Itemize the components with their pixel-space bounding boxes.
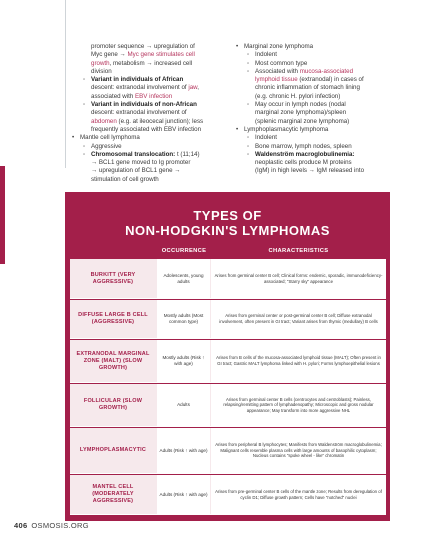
header-occurrence: OCCURRENCE: [161, 248, 207, 254]
table-row: [70, 384, 386, 427]
table-row: [70, 475, 386, 515]
row-characteristics: Arises from B cells of the mucosa-associated lymphoid tissue (MALT); Often present in GI tract; Gastric MALT lymphoma linked with H. pylori; Forms lymphoepithelial lesions: [211, 340, 386, 382]
site-name: OSMOSIS.ORG: [31, 521, 89, 530]
table-row: [70, 259, 386, 299]
list-item: ◦ Aggressive: [72, 143, 232, 151]
row-characteristics: Arises from peripheral B lymphocytes; Manifests from Waldenström macroglobulinemia; Malignant cells resemble plasma cells with large amounts of basophilic cytoplasm; Nucleus contains "spoke wheel - like" chromatin: [211, 428, 386, 473]
row-characteristics: Arises from pre-germinal center B cells of the mantle zone; Results from deregulation of cyclin D1; Diffuse growth pattern; Cells have "notched" nuclei: [211, 475, 386, 514]
row-name: FOLLICULAR (SLOW GROWTH): [83, 398, 143, 411]
table-row: [70, 428, 386, 474]
table-row: [70, 300, 386, 339]
row-characteristics: Arises from germinal center B cells (centrocytes and centroblasts); Painless, relapsing/remitting pattern of lymphadenopathy; Microscopic and gross nodular appearance; May transform into more aggressive NHL: [211, 384, 386, 426]
row-occurrence: Adults (Risk ↑ with age): [157, 475, 210, 514]
table-row: [70, 340, 386, 383]
row-name: DIFFUSE LARGE B CELL (AGGRESSIVE): [78, 312, 148, 325]
table-title: TYPES OF NON-HODGKIN'S LYMPHOMAS: [125, 208, 330, 238]
list-item: • Marginal zone lymphoma: [236, 43, 386, 51]
row-name: LYMPHOPLASMACYTIC: [79, 447, 147, 453]
row-name: EXTRANODAL MARGINAL ZONE (MALT) (SLOW GROWTH): [76, 350, 150, 371]
list-item: • Mantle cell lymphoma: [72, 134, 232, 142]
row-occurrence: Adults (Risk ↑ with age): [157, 428, 210, 473]
row-occurrence: Mostly adults (Most common type): [157, 300, 210, 338]
row-occurrence: Adolescents, young adults: [157, 259, 210, 298]
left-column-text: promoter sequence → upregulation of Myc gene → Myc gene stimulates cell growth, metabolism → increased cell division ◦ Variant in individuals of African descent: extranodal involvement of jaw, associated with EBV infection ◦ Variant in individuals of non-African descent: extranodal involvement of abdomen (e.g. at ileocecal junction); less frequently associated with EBV infection • Mantle cell lymphoma ◦ Aggressive ◦ Chromosomal translocation: t (11;14) → BCL1 gene moved to Ig promoter → upregulation of BCL1 gene → stimulation of cell growth: [72, 43, 232, 184]
page-number: 406: [14, 521, 28, 530]
header-characteristics: CHARACTERISTICS: [268, 248, 329, 254]
row-characteristics: Arises from germinal center or post-germinal center B cell; Diffuse extranodal involvement, often present in GI tract; Variant arises from thymic (medullary) B cells: [211, 300, 386, 338]
list-item: ◦ Most common type: [236, 60, 386, 68]
row-name: MANTEL CELL (MODERATELY AGGRESSIVE): [92, 484, 134, 504]
list-item: ◦ Chromosomal translocation: t (11;14): [72, 151, 232, 159]
list-item: ◦ May occur in lymph nodes (nodal: [236, 101, 386, 109]
row-name: BURKITT (VERY AGGRESSIVE): [90, 271, 136, 285]
page-footer: [14, 521, 89, 530]
list-item: ◦ Bone marrow, lymph nodes, spleen: [236, 143, 386, 151]
list-item: ◦ Variant in individuals of African: [72, 76, 232, 84]
row-occurrence: Adults: [157, 384, 210, 426]
chapter-edge-tab: [0, 166, 5, 264]
right-column-text: • Marginal zone lymphoma ◦ Indolent ◦ Most common type ◦ Associated with mucosa-associated lymphoid tissue (extranodal) in cases of chronic inflammation of stomach lining (e.g. chronic H. pylori infection) ◦ May occur in lymph nodes (nodal marginal zone lymphoma)/spleen (splenic marginal zone lymphoma) • Lymphoplasmacytic lymphoma ◦ Indolent ◦ Bone marrow, lymph nodes, spleen ◦ Waldenström macroglobulinemia: neoplastic cells produce M proteins (IgM) in high levels → IgM released into: [236, 43, 386, 176]
list-item: ◦ Indolent: [236, 51, 386, 59]
row-occurrence: Mostly adults (Risk ↑ with age): [157, 340, 210, 382]
list-item: ◦ Indolent: [236, 134, 386, 142]
lymphoma-table: [65, 192, 390, 521]
list-item: ◦ Variant in individuals of non-African: [72, 101, 232, 109]
row-characteristics: Arises from germinal center B cell; Clinical forms: endemic, sporadic, immunodeficiency-associated; "Starry sky" appearance: [211, 259, 386, 298]
list-item: ◦ Waldenström macroglobulinemia:: [236, 151, 386, 159]
column-divider: [65, 0, 66, 168]
list-item: ◦ Associated with mucosa-associated: [236, 68, 386, 76]
list-item: • Lymphoplasmacytic lymphoma: [236, 126, 386, 134]
